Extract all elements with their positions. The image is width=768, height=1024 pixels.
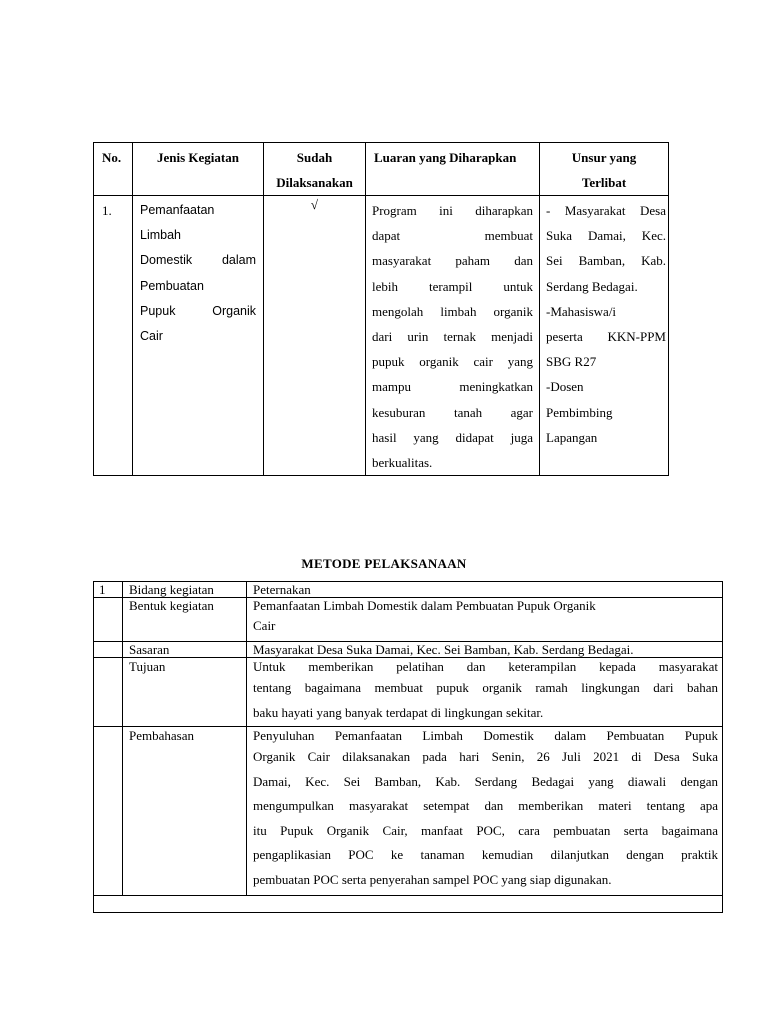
unsur-line: peserta KKN-PPM [546, 329, 666, 345]
luaran-line: dari urin ternak menjadi [372, 329, 533, 345]
method-no: 1 [94, 582, 123, 598]
header-unsur-line-2: Terlibat [581, 175, 627, 190]
luaran-line: dapat membuat [372, 228, 533, 244]
luaran-line: Program ini diharapkan [372, 203, 533, 218]
empty-cell [94, 642, 123, 658]
jenis-line: Limbah [140, 228, 181, 243]
header-unsur-terlibat [540, 143, 669, 196]
tujuan-line: tentang bagaimana membuat pupuk organik ramah lingkungan dari bahan [253, 680, 718, 695]
header-sudah-line-2: Dilaksanakan [276, 175, 353, 190]
pembahasan-line: pembuatan POC serta penyerahan sampel POC yang siap digunakan. [253, 871, 612, 887]
bentuk-line: Pemanfaatan Limbah Domestik dalam Pembuatan Pupuk Organik [253, 598, 596, 613]
luaran-line: hasil yang didapat juga [372, 429, 533, 445]
method-row-sasaran [94, 642, 723, 658]
unsur-line: Sei Bamban, Kab. [546, 253, 666, 269]
row-jenis-kegiatan [133, 196, 264, 476]
method-row-pembahasan [94, 727, 723, 896]
sasaran-value: Masyarakat Desa Suka Damai, Kec. Sei Bamban, Kab. Serdang Bedagai. [247, 642, 723, 658]
pembahasan-line: Organik Cair dilaksanakan pada hari Senin, 26 Juli 2021 di Desa Suka [253, 749, 718, 764]
luaran-line: berkualitas. [372, 455, 433, 471]
jenis-line: Domestik dalam [140, 253, 256, 268]
unsur-line: - Masyarakat Desa [546, 203, 666, 218]
unsur-line: -Mahasiswa/i [546, 303, 617, 319]
tujuan-line: Untuk memberikan pelatihan dan keterampilan kepada masyarakat [253, 659, 718, 674]
header-jenis-kegiatan: Jenis Kegiatan [133, 143, 264, 196]
row-no: 1. [94, 196, 133, 476]
luaran-line: lebih terampil untuk [372, 278, 533, 294]
empty-cell [94, 727, 123, 896]
pembahasan-label: Pembahasan [123, 727, 247, 896]
header-unsur-line-1: Unsur yang [571, 150, 637, 165]
sasaran-label: Sasaran [123, 642, 247, 658]
pembahasan-line: Penyuluhan Pemanfaatan Limbah Domestik dalam Pembuatan Pupuk [253, 728, 718, 743]
unsur-line: Pembimbing [546, 404, 613, 420]
section-heading: METODE PELAKSANAAN [301, 556, 467, 571]
row-luaran [366, 196, 540, 476]
bentuk-label: Bentuk kegiatan [123, 598, 247, 642]
luaran-line: mengolah limbah organik [372, 303, 533, 319]
bidang-label: Bidang kegiatan [123, 582, 247, 598]
activity-table [93, 142, 669, 476]
luaran-line: pupuk organik cair yang [372, 354, 533, 370]
header-sudah-line-1: Sudah [296, 150, 333, 165]
pembahasan-value [247, 727, 723, 896]
row-unsur-terlibat [540, 196, 669, 476]
pembahasan-line: Damai, Kec. Sei Bamban, Kab. Serdang Bedagai yang diawali dengan [253, 773, 718, 789]
header-luaran: Luaran yang Diharapkan [366, 143, 540, 196]
method-row-bentuk [94, 598, 723, 642]
method-row-empty [94, 896, 723, 913]
empty-cell [94, 658, 123, 727]
row-sudah-check: √ [264, 196, 366, 476]
method-row-bidang [94, 582, 723, 598]
method-row-tujuan [94, 658, 723, 727]
empty-row-cell [94, 896, 723, 913]
jenis-line: Pembuatan [140, 278, 204, 293]
header-no: No. [94, 143, 133, 196]
jenis-line: Cair [140, 329, 163, 344]
unsur-line: Serdang Bedagai. [546, 278, 638, 294]
pembahasan-line: itu Pupuk Organik Cair, manfaat POC, cara pembuatan serta bagaimana [253, 822, 718, 838]
bidang-value: Peternakan [247, 582, 723, 598]
jenis-line: Pupuk Organik [140, 303, 256, 318]
bentuk-line: Cair [253, 618, 276, 633]
luaran-line: mampu meningkatkan [372, 379, 533, 395]
empty-cell [94, 598, 123, 642]
header-sudah-dilaksanakan [264, 143, 366, 196]
luaran-line: masyarakat paham dan [372, 253, 533, 269]
bentuk-value [247, 598, 723, 642]
unsur-line: SBG R27 [546, 354, 597, 370]
unsur-line: Suka Damai, Kec. [546, 228, 666, 244]
luaran-line: kesuburan tanah agar [372, 404, 533, 420]
method-table [93, 581, 723, 913]
unsur-line: Lapangan [546, 429, 598, 445]
unsur-line: -Dosen [546, 379, 584, 395]
tujuan-label: Tujuan [123, 658, 247, 727]
activity-row [94, 196, 669, 476]
tujuan-value [247, 658, 723, 727]
jenis-line: Pemanfaatan [140, 203, 215, 217]
tujuan-line: baku hayati yang banyak terdapat di lingkungan sekitar. [253, 704, 544, 720]
activity-table-header [94, 143, 669, 196]
pembahasan-line: mengumpulkan masyarakat setempat dan memberikan materi tentang apa [253, 798, 718, 813]
pembahasan-line: pengaplikasian POC ke tanaman kemudian dilanjutkan dengan praktik [253, 847, 718, 862]
